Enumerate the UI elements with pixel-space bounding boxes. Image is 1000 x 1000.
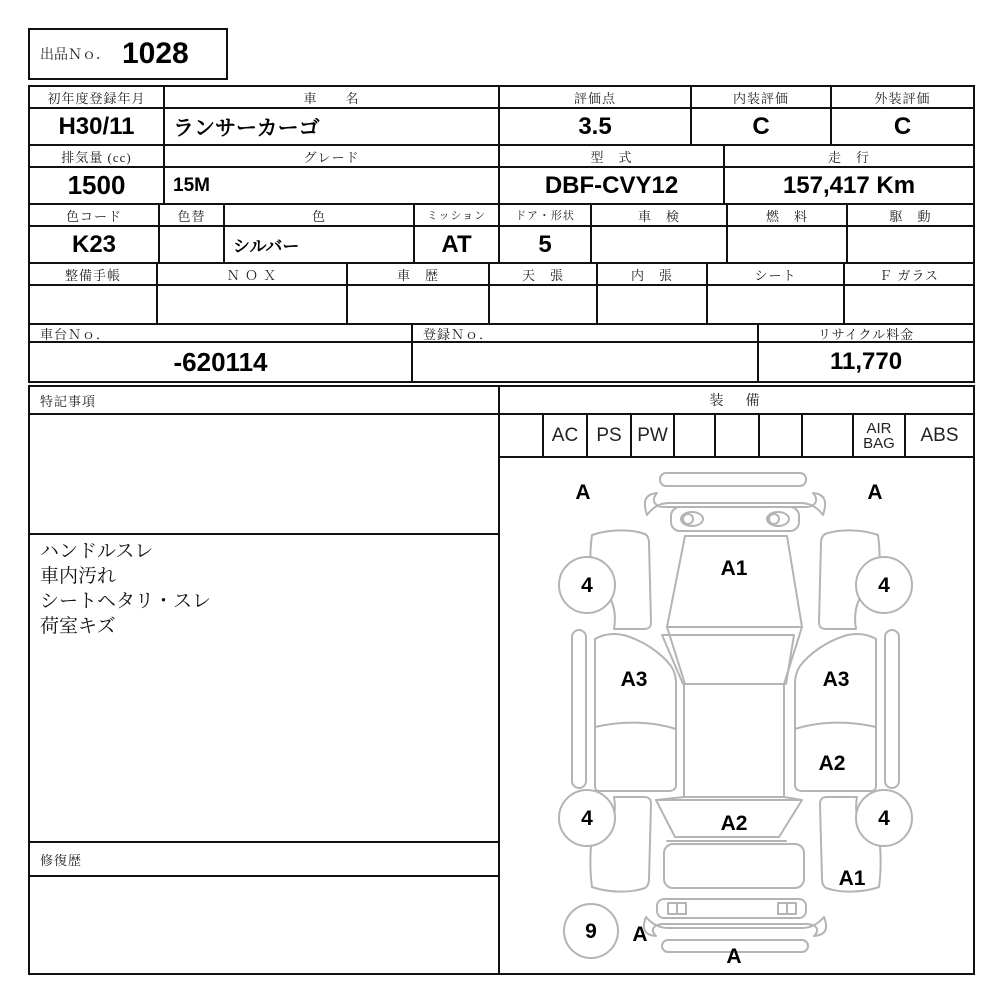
- damage-mark: 9: [585, 920, 597, 943]
- equipment-cell-4: [675, 415, 716, 458]
- interior-grade-value: C: [752, 112, 770, 140]
- f-glass-cell: [845, 264, 973, 323]
- doors-label: ドア・形状: [500, 205, 590, 227]
- displacement-label: 排気量 (cc): [30, 146, 163, 168]
- seat-label: シート: [708, 264, 843, 286]
- score-label: 評価点: [500, 87, 690, 109]
- mission-label: ミッション: [415, 205, 498, 227]
- fuel-label: 燃 料: [728, 205, 846, 227]
- equipment-row: [500, 415, 973, 458]
- grade-label: グレード: [165, 146, 498, 168]
- spec-row-3: [30, 205, 973, 264]
- chassis-no-value: -620114: [173, 346, 268, 377]
- spec-row-4: [30, 264, 973, 323]
- rear-light-panel: [657, 899, 806, 918]
- damage-mark: A3: [620, 668, 648, 691]
- chassis-table: [28, 323, 975, 383]
- seat-value: [708, 286, 843, 323]
- left-door-split-line: [595, 723, 676, 729]
- nox-value: [158, 286, 346, 323]
- model-code-label: 型 式: [500, 146, 723, 168]
- damage-mark: A1: [720, 557, 748, 580]
- score-value: 3.5: [578, 112, 612, 140]
- displacement-value: 1500: [67, 170, 126, 200]
- note-line: 荷室キズ: [40, 616, 116, 637]
- first-reg-cell: [30, 87, 165, 144]
- history-label: 車 歴: [348, 264, 488, 286]
- damage-mark: 4: [581, 807, 593, 830]
- right-rocker-panel: [885, 630, 899, 788]
- repair-history-box: [30, 877, 498, 973]
- note-line: ハンドルスレ: [40, 541, 154, 562]
- car-name-value: ランサーカーゴ: [173, 116, 320, 140]
- score-cell: [500, 87, 692, 144]
- car-name-label: 車 名: [165, 87, 498, 109]
- mileage-label: 走 行: [725, 146, 973, 168]
- headliner-label: 天 張: [490, 264, 596, 286]
- grade-value: 15M: [173, 174, 210, 196]
- mission-value: AT: [441, 230, 472, 258]
- spec-row-1: [30, 87, 973, 146]
- note-line: 車内汚れ: [40, 566, 117, 587]
- equipment-header: 装 備: [500, 387, 973, 415]
- damage-mark: 4: [878, 807, 890, 830]
- a-pillar-lines: [662, 627, 802, 684]
- auction-no-value: 1028: [122, 37, 189, 70]
- seat-cell: [708, 264, 845, 323]
- damage-mark: A: [726, 945, 742, 968]
- damage-mark: 4: [878, 574, 890, 597]
- interior-grade-label: 内装評価: [692, 87, 830, 109]
- damage-mark: A2: [720, 812, 748, 835]
- equipment-cell-airbag: AIR BAG: [854, 415, 906, 458]
- shaken-value: [592, 227, 726, 262]
- mileage-cell: [725, 146, 973, 203]
- equipment-cell-5: [716, 415, 760, 458]
- equipment-cell-7: [803, 415, 854, 458]
- nox-cell: [158, 264, 348, 323]
- spec-row-2: [30, 146, 973, 205]
- reg-no-label: 登録Ｎｏ．: [413, 325, 757, 343]
- shaken-label: 車 検: [592, 205, 726, 227]
- fuel-cell: [728, 205, 848, 262]
- damage-mark: A: [632, 923, 648, 946]
- lining-cell: [598, 264, 708, 323]
- left-rocker-panel: [572, 630, 586, 788]
- equipment-cell-abs: ABS: [906, 415, 973, 458]
- reg-no-cell: [413, 325, 759, 381]
- special-notes-header: 特記事項: [30, 387, 498, 415]
- equipment-cell-ps: PS: [588, 415, 632, 458]
- fuel-value: [728, 227, 846, 262]
- first-reg-value: H30/11: [58, 112, 135, 140]
- shaken-cell: [592, 205, 728, 262]
- model-code-value: DBF-CVY12: [544, 171, 679, 199]
- car-name-cell: [165, 87, 500, 144]
- special-notes-text: [30, 535, 498, 843]
- color-cell: [225, 205, 415, 262]
- grade-cell: [165, 146, 500, 203]
- special-notes-empty-box: [30, 415, 498, 535]
- bottom-section: [28, 385, 975, 975]
- exterior-grade-cell: [832, 87, 973, 144]
- equipment-cell-ac: AC: [544, 415, 588, 458]
- interior-grade-cell: [692, 87, 832, 144]
- exterior-grade-label: 外装評価: [832, 87, 973, 109]
- nox-label: Ｎ Ｏ Ｘ: [158, 264, 346, 286]
- chassis-no-cell: [30, 325, 413, 381]
- service-book-value: [30, 286, 156, 323]
- front-roof-strip: [660, 473, 806, 486]
- model-code-cell: [500, 146, 725, 203]
- recycle-fee-cell: [759, 325, 973, 381]
- color-value: シルバー: [233, 237, 300, 256]
- equipment-cell-0: [500, 415, 544, 458]
- mileage-value: 157,417 Km: [782, 171, 916, 199]
- damage-mark: A1: [838, 867, 866, 890]
- damage-mark: 4: [581, 574, 593, 597]
- equipment-cell-pw: PW: [632, 415, 675, 458]
- color-code-cell: [30, 205, 160, 262]
- reg-no-value: [413, 343, 757, 381]
- car-damage-diagram: [500, 458, 973, 973]
- doors-cell: [500, 205, 592, 262]
- recycle-fee-value: 11,770: [829, 348, 903, 375]
- right-headlight-inner: [769, 514, 779, 524]
- note-line: シートヘタリ・スレ: [40, 591, 212, 612]
- color-code-value: K23: [71, 230, 117, 258]
- headliner-cell: [490, 264, 598, 323]
- f-glass-value: [845, 286, 973, 323]
- color-change-value: [160, 227, 223, 262]
- damage-mark: A: [575, 481, 591, 504]
- damage-mark: A: [867, 481, 883, 504]
- auction-no-box: [28, 28, 228, 80]
- color-change-cell: [160, 205, 225, 262]
- equipment-cell-6: [760, 415, 803, 458]
- first-reg-label: 初年度登録年月: [30, 87, 163, 109]
- history-value: [348, 286, 488, 323]
- drive-label: 駆 動: [848, 205, 973, 227]
- mission-cell: [415, 205, 500, 262]
- left-headlight-inner: [683, 514, 693, 524]
- left-door-panel: [595, 634, 676, 791]
- f-glass-label: Ｆ ガラス: [845, 264, 973, 286]
- windshield: [667, 536, 802, 627]
- rear-bumper: [644, 917, 826, 936]
- chassis-no-label: 車台Ｎｏ．: [30, 325, 411, 343]
- roof-panel: [684, 684, 784, 797]
- displacement-cell: [30, 146, 165, 203]
- repair-history-header: 修復歴: [30, 843, 498, 877]
- drive-cell: [848, 205, 973, 262]
- service-book-cell: [30, 264, 158, 323]
- damage-mark: A3: [822, 668, 850, 691]
- headliner-value: [490, 286, 596, 323]
- color-code-label: 色コード: [30, 205, 158, 227]
- recycle-fee-label: リサイクル料金: [759, 325, 973, 343]
- drive-value: [848, 227, 973, 262]
- history-cell: [348, 264, 490, 323]
- right-door-split-line: [795, 723, 876, 729]
- lining-label: 内 張: [598, 264, 706, 286]
- service-book-label: 整備手帳: [30, 264, 156, 286]
- tailgate-panel: [664, 844, 804, 888]
- spec-table: [28, 85, 975, 325]
- lining-value: [598, 286, 706, 323]
- damage-mark: A2: [818, 752, 846, 775]
- doors-value: 5: [538, 230, 552, 258]
- notes-column: [30, 387, 500, 973]
- equipment-column: [500, 387, 973, 973]
- exterior-grade-value: C: [893, 112, 912, 140]
- color-label: 色: [225, 205, 413, 227]
- color-change-label: 色替: [160, 205, 223, 227]
- auction-no-label: 出品Ｎｏ．: [40, 48, 110, 63]
